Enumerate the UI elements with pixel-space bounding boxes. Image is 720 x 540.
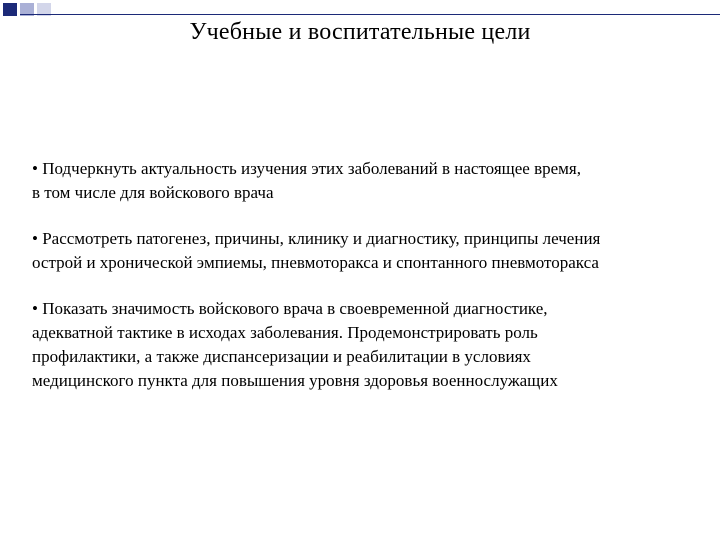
bullet-line: медицинского пункта для повышения уровня здоровья военнослужащих (32, 371, 558, 390)
bullet-line: в том числе для войскового врача (32, 183, 274, 202)
bullet-line: адекватной тактике в исходах заболевания. Продемонстрировать роль (32, 323, 538, 342)
decor-square (3, 3, 17, 16)
bullet-line: • Подчеркнуть актуальность изучения этих заболеваний в настоящее время, (32, 159, 582, 178)
bullet-item (32, 227, 708, 275)
bullet-line: • Рассмотреть патогенез, причины, клинику и диагностику, принципы лечения (32, 229, 601, 248)
title-rule (20, 14, 720, 15)
bullet-line: профилактики, а также диспансеризации и реабилитации в условиях (32, 347, 531, 366)
bullet-line: • Показать значимость войскового врача в своевременной диагностике, (32, 299, 548, 318)
bullet-item (32, 297, 708, 393)
bullet-line: острой и хронической эмпиемы, пневмоторакса и спонтанного пневмоторакса (32, 253, 599, 272)
slide-title: Учебные и воспитательные цели (0, 18, 720, 46)
bullet-item (32, 157, 708, 205)
bullet-list (32, 157, 708, 415)
